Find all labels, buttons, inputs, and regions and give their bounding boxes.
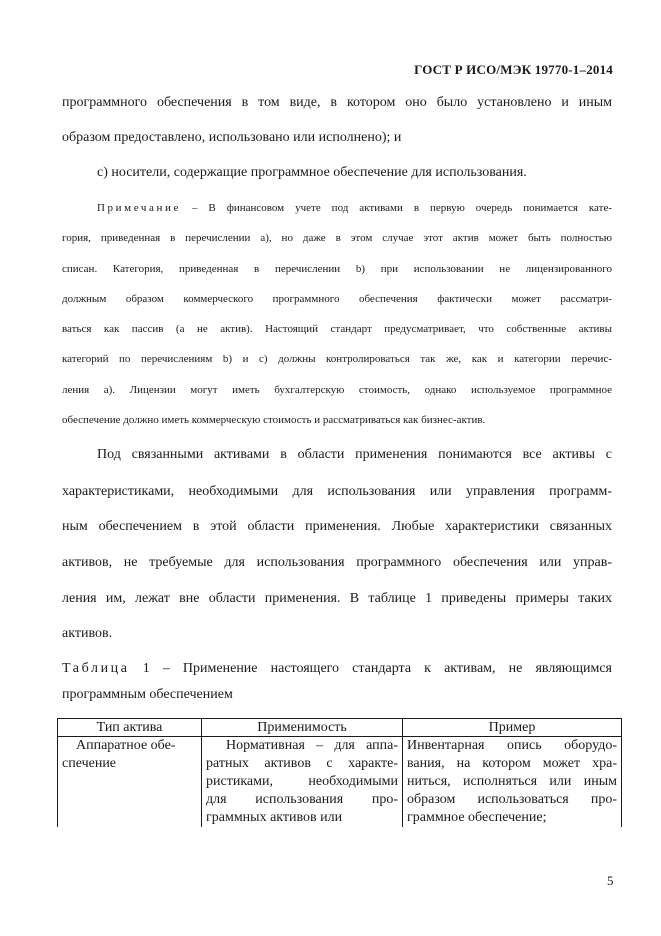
cell-line: Нормативная – для аппа- (226, 738, 398, 753)
table-caption-line-2: программным обеспечением (62, 687, 233, 702)
cell-line: для использования про- (206, 792, 398, 807)
cell-applicability (202, 737, 403, 828)
note-line-3: списан. Категория, приведенная в перечислении b) при использовании не лицензированного (62, 263, 612, 275)
cell-line: Аппаратное обе- (76, 738, 176, 753)
para2-line-5: ления им, лежат вне области применения. В таблице 1 приведены примеры таких (62, 591, 612, 606)
cell-line: вания, на котором может хра- (407, 756, 617, 771)
cell-line: ратных активов с характе- (206, 756, 398, 771)
document-header-standard: ГОСТ Р ИСО/МЭК 19770-1–2014 (414, 62, 613, 77)
para2-line-4: активов, не требуемые для использования программного обеспечения или управ- (62, 555, 612, 570)
list-item-c: с) носители, содержащие программное обеспечение для использования. (97, 165, 527, 180)
cell-example (403, 737, 622, 828)
cell-line: ниться, исполняться или иным (407, 774, 617, 789)
cell-line: граммное обеспечение; (407, 810, 547, 825)
cell-line: спечение (62, 756, 117, 771)
para1-line-2: образом предоставлено, использовано или исполнено); и (62, 130, 402, 145)
table-caption-text: 1 – Применение настоящего стандарта к активам, не являющимся (129, 661, 612, 676)
note-line-7: ления а). Лицензии могут иметь бухгалтерскую стоимость, однако используемое программное (62, 384, 612, 396)
note-first-line-text: – В финансовом учете под активами в первую очередь понимается кате- (180, 202, 612, 214)
column-header-example: Пример (403, 719, 622, 737)
table-row (58, 737, 622, 828)
para2-line-1: Под связанными активами в области применения понимаются все активы с (97, 447, 612, 462)
note-line-2: гория, приведенная в перечислении а), но даже в этом случае этот актив может быть полностью (62, 232, 612, 244)
cell-line: ристиками, необходимыми (206, 774, 398, 789)
para2-line-2: характеристиками, необходимыми для использования или управления программ- (62, 484, 612, 499)
table-caption-line-1 (62, 660, 612, 677)
note-line-4: должным образом коммерческого программного обеспечения фактически может рассматри- (62, 293, 612, 305)
note-label: Примечание (97, 202, 181, 214)
para2-line-3: ным обеспечением в этой области применения. Любые характеристики связанных (62, 519, 612, 534)
table-header-row (58, 719, 622, 737)
page-number: 5 (607, 873, 614, 888)
cell-line: граммных активов или (206, 810, 343, 825)
table-caption-label: Таблица (62, 661, 130, 676)
column-header-asset-type: Тип актива (58, 719, 202, 737)
assets-table (57, 718, 622, 827)
para2-line-6: активов. (62, 626, 113, 641)
column-header-applicability: Применимость (202, 719, 403, 737)
cell-line: образом использоваться про- (407, 792, 617, 807)
cell-line: Инвентарная опись оборудо- (407, 738, 617, 753)
note-line-8: обеспечение должно иметь коммерческую стоимость и рассматриваться как бизнес-актив. (62, 414, 486, 426)
note-line-1 (97, 201, 612, 215)
cell-asset-type (58, 737, 202, 828)
note-line-5: ваться как пассив (а не актив). Настоящий стандарт предусматривает, что собственные активы (62, 323, 612, 335)
para1-line-1: программного обеспечения в том виде, в котором оно было установлено и иным (62, 95, 612, 110)
note-line-6: категорий по перечислениям b) и с) должны контролироваться так же, как и категории перечис- (62, 353, 612, 365)
